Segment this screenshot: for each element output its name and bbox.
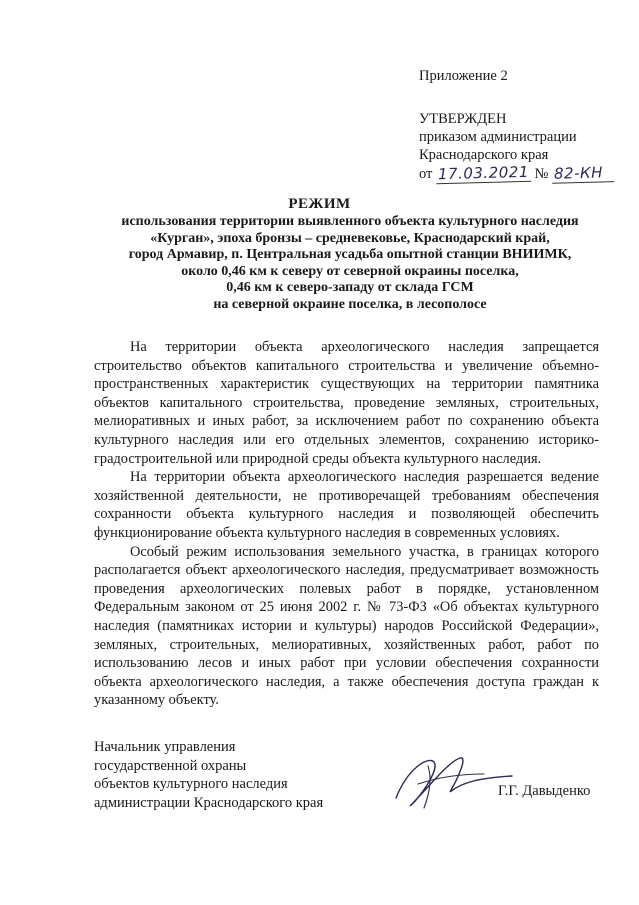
handwritten-date: 17.03.2021 [436,163,531,184]
subtitle-line: «Курган», эпоха бронзы – средневековье, Краснодарский край, [150,230,550,246]
paragraph-prohibitions: На территории объекта археологического наследия запрещается строительство объектов капитального строительства и увеличение объемно-пространственных характеристик существующих на территории памятника объектов капитального строительства, проведение земляных, строительных, мелиоративных и иных работ, за исключением работ по сохранению объекта культурного наследия или его отдельных элементов, сохранению историко-градостроительной или природной среды объекта культурного наследия. [94,339,599,467]
handwritten-order-number: 82-КН [552,163,614,184]
handwritten-signature [388,748,518,814]
document-body [94,338,599,710]
approved-by-line-2: Краснодарского края [419,147,549,163]
position-line: государственной охраны [94,757,247,774]
approved-title: УТВЕРЖДЕН [419,111,507,127]
subtitle-line: использования территории выявленного объекта культурного наследия [121,214,579,229]
position-line: объектов культурного наследия [94,776,288,792]
approved-by-line-1: приказом администрации [419,129,577,145]
signatory-name: Г.Г. Давыденко [498,783,591,799]
paragraph-special-regime: Особый режим использования земельного участка, в границах которого располагается объект археологического наследия, предусматривает возможность проведения археологических полевых работ в порядке, установленном Федеральным законом от 25 июня 2002 г. № 73-ФЗ «Об объектах культурного наследия (памятниках истории и культуры) народов Российской Федерации», земляных, строительных, мелиоративных, хозяйственных работ, работ по использованию лесов и иных работ при условии обеспечения сохранности объекта археологического наследия, а также обеспечения доступа граждан к указанному объекту. [94,543,599,709]
document-subtitle [60,214,639,313]
position-line: администрации Краснодарского края [94,794,324,811]
date-prefix: от [419,166,433,182]
subtitle-line: город Армавир, п. Центральная усадьба опытной станции ВНИИМК, [128,247,572,262]
paragraph-permissions: На территории объекта археологического наследия разрешается ведение хозяйственной деятельности, не противоречащей требованиям обеспечения сохранности объекта культурного наследия и позволяющей обеспечить функционирование объекта культурного наследия в современных условиях. [94,469,599,541]
document-title: РЕЖИМ [288,196,351,212]
subtitle-line: около 0,46 км к северу от северной окраины поселка, [181,263,519,279]
position-line: Начальник управления [94,739,236,755]
approval-block [419,110,614,183]
subtitle-line: на северной окраине поселка, в лесополосе [213,296,487,312]
order-date-line [419,164,614,183]
signatory-position [94,738,323,812]
appendix-label: Приложение 2 [419,68,508,84]
subtitle-line: 0,46 км к северо-западу от склада ГСМ [226,280,474,295]
number-sign: № [534,166,549,182]
